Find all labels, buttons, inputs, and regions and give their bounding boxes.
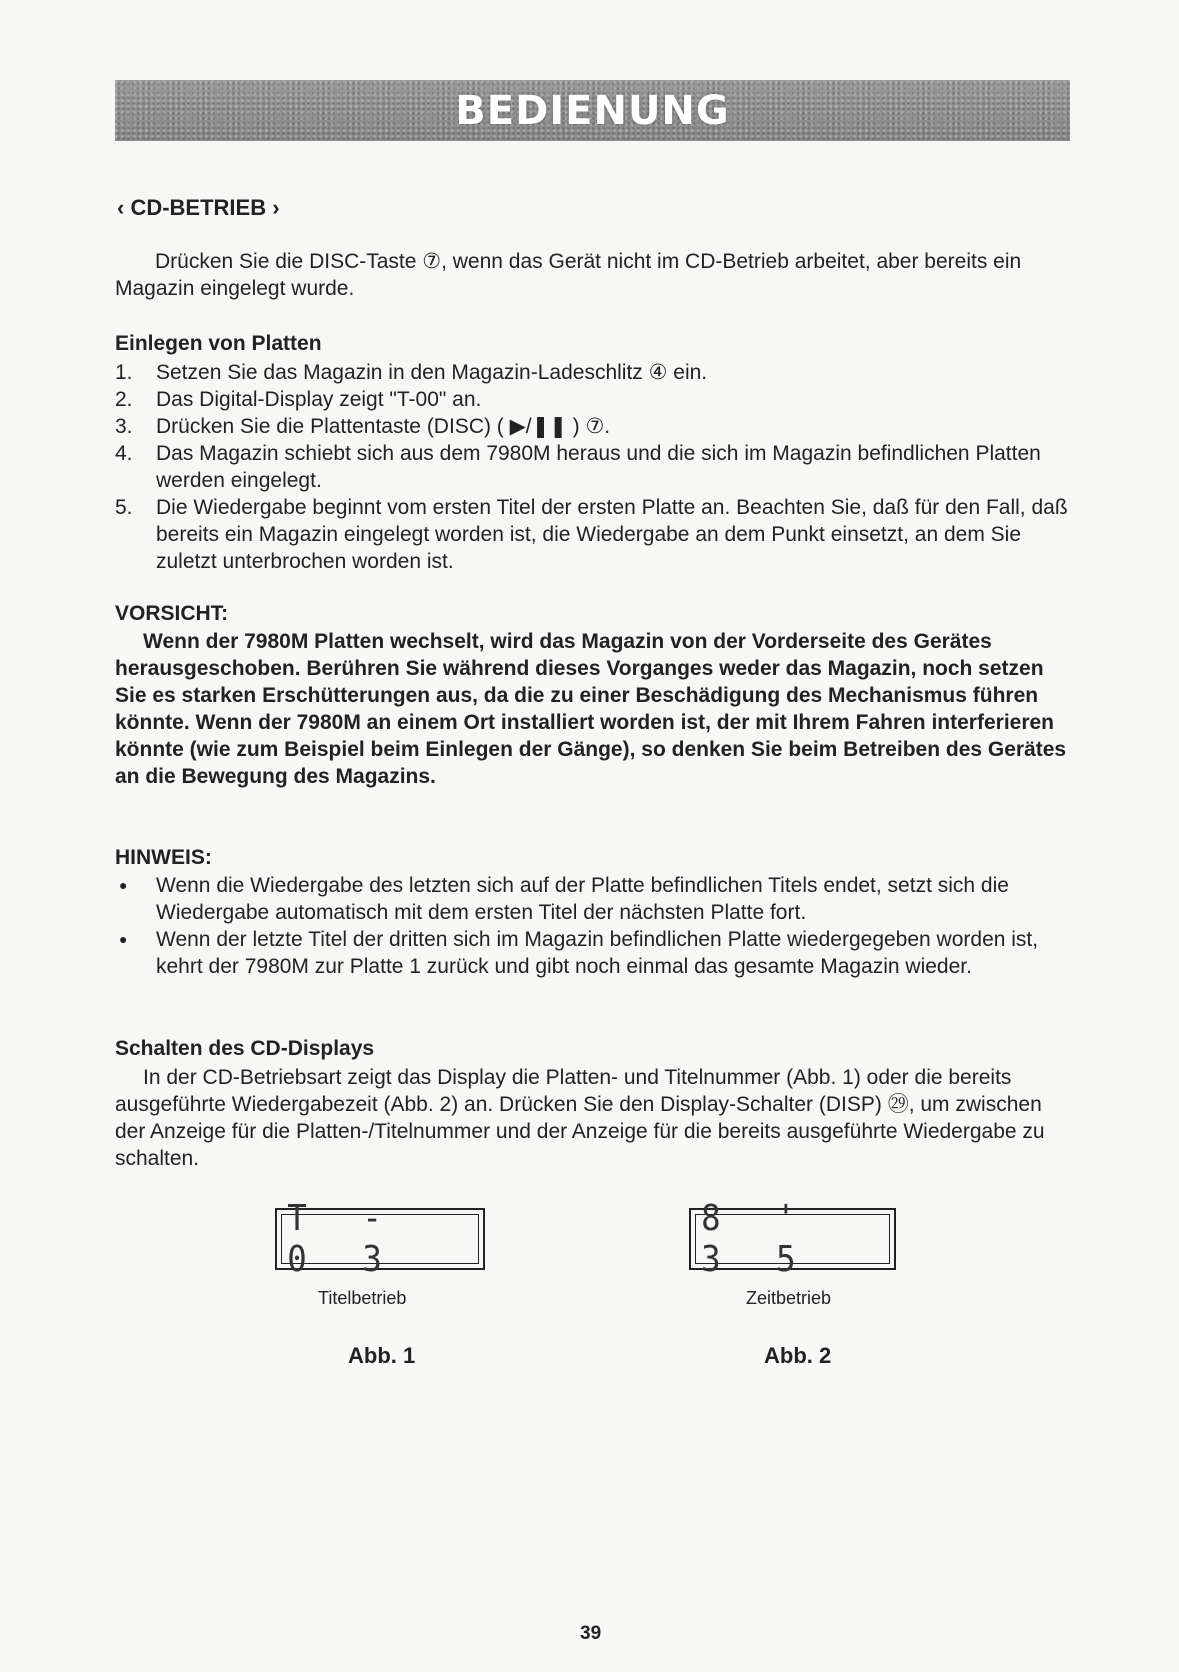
step-text: Setzen Sie das Magazin in den Magazin-Ladeschlitz ④ ein. [156, 361, 708, 384]
caution-heading: VORSICHT: [115, 602, 229, 625]
lcd-display-time-mode [689, 1198, 896, 1280]
list-item [115, 494, 1075, 575]
step-number: 2. [115, 388, 133, 411]
section-title: ‹ CD-BETRIEB › [117, 195, 280, 220]
step-number: 3. [115, 415, 133, 438]
display-switch-text: In der CD-Betriebsart zeigt das Display die Platten- und Titelnummer (Abb. 1) oder die bereits ausgeführte Wiedergabezeit (Abb. 2) an. Drücken Sie den Display-Schalter (DISP) ㉙, um zwischen der Anzeige für die Platten-/Titelnummer und der Anzeige für die bereits ausgeführte Wiedergabe zu schalten. [115, 1066, 1045, 1170]
note-heading: HINWEIS: [115, 846, 212, 869]
list-item [115, 872, 1075, 926]
caution-text: Wenn der 7980M Platten wechselt, wird das Magazin von der Vorderseite des Gerätes herausgeschoben. Berühren Sie während dieses Vorganges weder das Magazin, noch setzen Sie es starken Erschütterungen aus, da die zu einer Beschädigung des Mechanismus führen könnte. Wenn der 7980M an einem Ort installiert worden ist, der mit Ihrem Fahren interferieren könnte (wie zum Beispiel beim Einlegen der Gänge), so denken Sie beim Betreiben des Gerätes an die Bewegung des Magazins. [115, 630, 1067, 788]
loading-steps-list [115, 359, 1075, 575]
figure-caption: Titelbetrieb [318, 1288, 407, 1308]
step-text: Drücken Sie die Plattentaste (DISC) ( ▶/❚❚ ) ⑦. [156, 415, 611, 438]
bullet-text: Wenn der letzte Titel der dritten sich im Magazin befindlichen Platte wiedergegeben worden ist, kehrt der 7980M zur Platte 1 zurück und gibt noch einmal das gesamte Magazin wieder. [156, 928, 1039, 978]
list-item [115, 386, 1075, 413]
lcd-readout: T - 0 3 [287, 1198, 400, 1280]
figure-label: Abb. 1 [348, 1343, 416, 1368]
list-item [115, 359, 1075, 386]
header-banner [115, 80, 1070, 141]
intro-paragraph: Drücken Sie die DISC-Taste ⑦, wenn das Gerät nicht im CD-Betrieb arbeitet, aber bereits ein Magazin eingelegt wurde. [115, 250, 1022, 300]
step-number: 5. [115, 496, 133, 519]
list-item [115, 926, 1075, 980]
list-item [115, 440, 1075, 494]
bullet-icon: ● [119, 931, 128, 947]
page-title: BEDIENUNG [455, 87, 730, 134]
step-number: 4. [115, 442, 133, 465]
step-text: Das Magazin schiebt sich aus dem 7980M heraus und die sich im Magazin befindlichen Platten werden eingelegt. [156, 442, 1041, 492]
bullet-icon: ● [119, 877, 128, 893]
lcd-display-title-mode [275, 1198, 485, 1280]
lcd-readout: 8 ' 3 5 [701, 1198, 814, 1280]
display-switch-heading: Schalten des CD-Displays [115, 1037, 375, 1060]
loading-heading: Einlegen von Platten [115, 332, 322, 355]
note-bullets [115, 872, 1075, 980]
figure-label: Abb. 2 [764, 1343, 832, 1368]
step-number: 1. [115, 361, 133, 384]
list-item [115, 413, 1075, 440]
figure-caption: Zeitbetrieb [746, 1288, 832, 1308]
step-text: Die Wiedergabe beginnt vom ersten Titel der ersten Platte an. Beachten Sie, daß für den Fall, daß bereits ein Magazin eingelegt worden ist, die Wiedergabe an dem Punkt einsetzt, an dem Sie zuletzt unterbrochen worden ist. [156, 496, 1068, 573]
page-number: 39 [580, 1623, 602, 1644]
step-text: Das Digital-Display zeigt "T-00" an. [156, 388, 482, 411]
bullet-text: Wenn die Wiedergabe des letzten sich auf der Platte befindlichen Titels endet, setzt sich die Wiedergabe automatisch mit dem ersten Titel der nächsten Platte fort. [156, 874, 1009, 924]
